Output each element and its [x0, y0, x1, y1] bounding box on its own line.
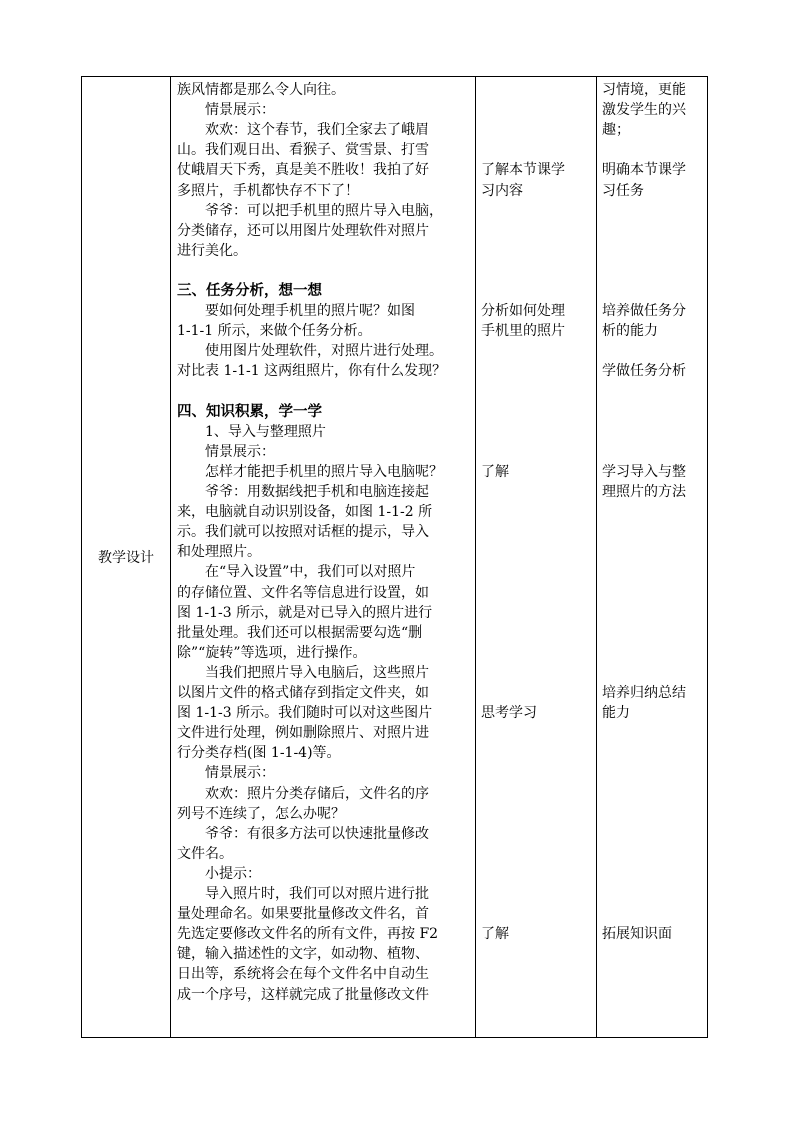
text-line: 1-1-1 所示，来做个任务分析。 — [177, 323, 372, 340]
text-line: 怎样才能把手机里的照片导入电脑呢？ — [205, 463, 443, 480]
text-line: 析的能力 — [602, 323, 658, 340]
design-intent-cell — [597, 77, 708, 1038]
text-line: 了解本节课学 — [481, 162, 565, 179]
text-line: 情景展示： — [205, 102, 275, 119]
text-line: 激发学生的兴 — [602, 102, 686, 119]
text-line: 键，输入描述性的文字，如动物、植物、 — [177, 946, 429, 963]
text-line: 族风情都是那么令人向往。 — [177, 82, 345, 98]
section-heading: 三、任务分析，想一想 — [177, 282, 322, 299]
text-line: 和处理照片。 — [177, 544, 261, 561]
text-line: 习任务 — [602, 182, 644, 199]
teaching-content — [171, 77, 475, 1037]
text-line: 文件进行处理，例如删除照片、对照片进 — [177, 725, 429, 742]
section-label: 教学设计 — [98, 550, 154, 566]
text-line: 仗峨眉天下秀，真是美不胜收！我拍了好 — [177, 162, 429, 179]
text-line: 的存储位置、文件名等信息进行设置，如 — [177, 584, 429, 601]
text-line: 爷爷：有很多方法可以快速批量修改 — [205, 825, 429, 842]
lesson-design-table — [81, 76, 708, 1038]
text-line: 多照片，手机都快存不下了！ — [177, 182, 359, 199]
text-line: 图 1-1-3 所示，就是对已导入的照片进行 — [177, 604, 433, 621]
text-line: 欢欢：照片分类存储后，文件名的序 — [205, 785, 429, 802]
text-line: 习内容 — [481, 182, 523, 199]
text-line: 示。我们就可以按照对话框的提示，导入 — [177, 524, 429, 541]
text-line: 来，电脑就自动识别设备，如图 1-1-2 所 — [177, 504, 433, 521]
text-line: 1、导入与整理照片 — [205, 423, 326, 440]
text-line: 进行美化。 — [177, 242, 247, 259]
text-line: 量处理命名。如果要批量修改文件名，首 — [177, 906, 429, 923]
text-line: 当我们把照片导入电脑后，这些照片 — [205, 664, 429, 681]
text-line: 情景展示： — [205, 443, 275, 460]
text-line: 培养归纳总结 — [602, 685, 686, 701]
text-line: 手机里的照片 — [481, 323, 565, 340]
text-line: 除”“旋转”等选项，进行操作。 — [177, 644, 367, 661]
text-line: 成一个序号，这样就完成了批量修改文件 — [177, 986, 429, 1003]
text-line: 了解 — [481, 463, 509, 480]
text-line: 山。我们观日出、看猴子、赏雪景、打雪 — [177, 142, 429, 159]
section-heading: 四、知识积累，学一学 — [177, 402, 322, 420]
text-line: 学做任务分析 — [602, 363, 686, 380]
text-line: 分析如何处理 — [481, 303, 565, 320]
text-line: 导入照片时，我们可以对照片进行批 — [205, 886, 429, 902]
text-line: 小提示： — [205, 865, 261, 882]
text-line: 日出等，系统将会在每个文件名中自动生 — [177, 966, 429, 983]
text-line: 情景展示： — [205, 765, 275, 782]
text-line: 分类储存，还可以用图片处理软件对照片 — [177, 222, 429, 239]
text-line: 图 1-1-3 所示。我们随时可以对这些图片 — [177, 705, 433, 722]
section-label-cell — [82, 77, 171, 1038]
text-line: 文件名。 — [177, 845, 233, 862]
text-line: 爷爷：用数据线把手机和电脑连接起 — [205, 484, 429, 500]
text-line: 能力 — [602, 705, 630, 722]
text-line: 对比表 1-1-1 这两组照片，你有什么发现？ — [177, 363, 447, 380]
student-activity — [476, 77, 596, 1037]
design-intent — [597, 77, 707, 1037]
table-row — [82, 77, 708, 1038]
text-line: 习情境，更能 — [602, 82, 686, 98]
text-line: 理照片的方法 — [602, 484, 686, 500]
text-line: 先选定要修改文件名的所有文件，再按 F2 — [177, 926, 439, 943]
text-line: 趣； — [602, 122, 630, 139]
text-line: 欢欢：这个春节，我们全家去了峨眉 — [205, 122, 429, 139]
text-line: 使用图片处理软件，对照片进行处理。 — [205, 343, 443, 360]
text-line: 以图片文件的格式储存到指定文件夹，如 — [177, 685, 429, 701]
student-activity-cell — [476, 77, 597, 1038]
text-line: 拓展知识面 — [602, 926, 672, 943]
text-line: 学习导入与整 — [602, 463, 686, 480]
teaching-content-cell — [171, 77, 476, 1038]
text-line: 爷爷：可以把手机里的照片导入电脑， — [205, 202, 443, 219]
text-line: 批量处理。我们还可以根据需要勾选“删 — [177, 624, 423, 641]
text-line: 列号不连续了，怎么办呢？ — [177, 805, 345, 822]
text-line: 行分类存档(图 1-1-4)等。 — [177, 745, 341, 762]
text-line: 培养做任务分 — [602, 303, 686, 320]
text-line: 在“导入设置”中，我们可以对照片 — [205, 564, 416, 581]
text-line: 明确本节课学 — [602, 162, 686, 179]
text-line: 要如何处理手机里的照片呢？如图 — [205, 303, 415, 320]
text-line: 了解 — [481, 926, 509, 943]
text-line: 思考学习 — [481, 705, 537, 722]
